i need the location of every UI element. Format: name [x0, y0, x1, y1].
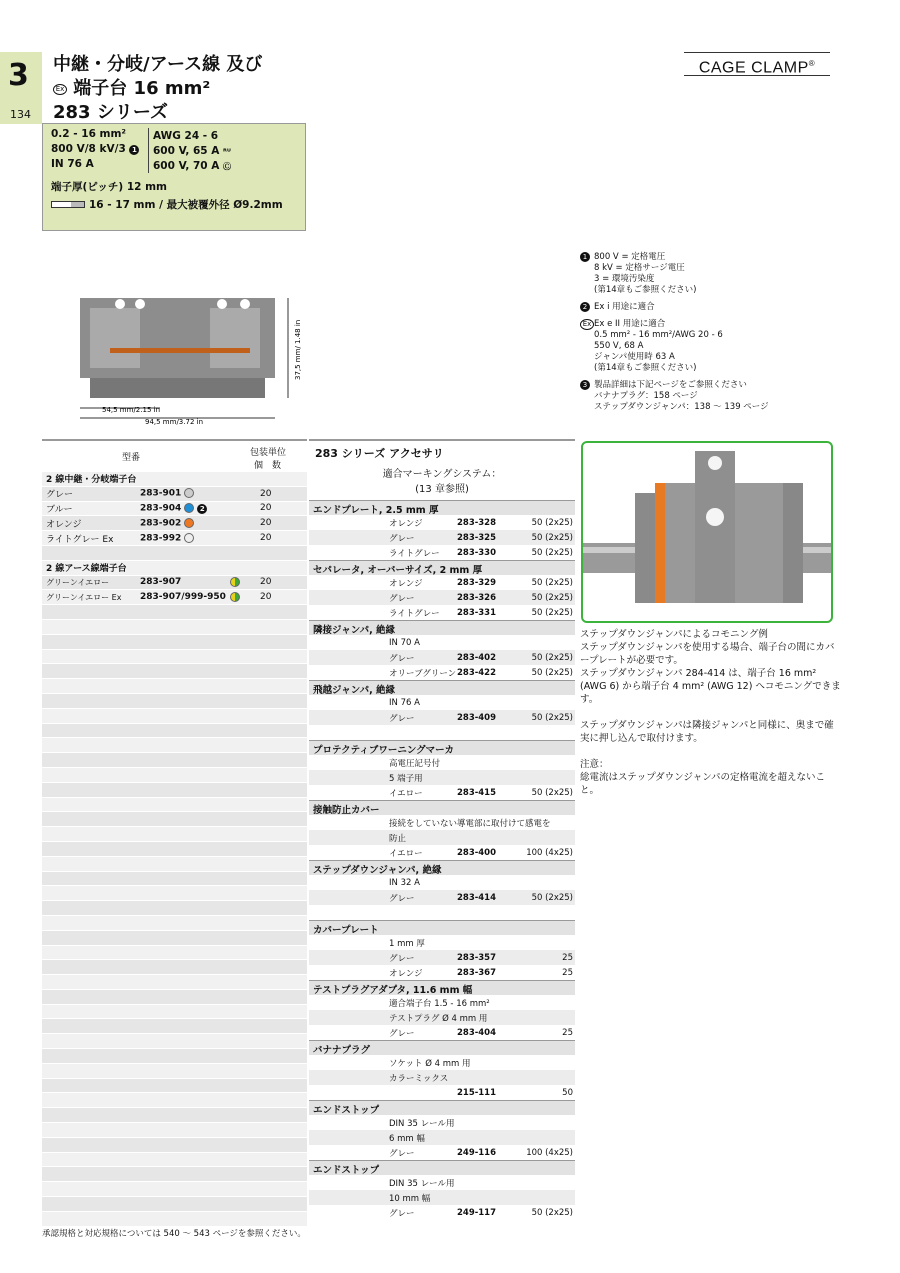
- acc-row: IN 76 A: [389, 697, 420, 708]
- acc-group-header: エンドストップ: [309, 1160, 575, 1175]
- acc-group-header: エンドストップ: [309, 1100, 575, 1115]
- table-row: オレンジ 283-902 20: [42, 516, 307, 531]
- table-row: [42, 1212, 307, 1227]
- width2-label: 94,5 mm/3.72 in: [145, 418, 203, 426]
- acc-row: オレンジ 283-328 50 (2x25): [389, 517, 573, 529]
- table-row: 2 線アース線端子台: [42, 561, 307, 576]
- table-row: ブルー 283-904 2 20: [42, 502, 307, 517]
- table-row: [42, 931, 307, 946]
- csa-icon: Ⓒ: [223, 161, 232, 171]
- color-swatch: [184, 533, 194, 543]
- table-row: [42, 664, 307, 679]
- table-row: [42, 753, 307, 768]
- acc-row: グレー 283-402 50 (2x25): [309, 650, 575, 665]
- table-row: [42, 635, 307, 650]
- color-swatch: [230, 577, 240, 587]
- table-row: [42, 1079, 307, 1094]
- table-row: [42, 857, 307, 872]
- table-row: [42, 620, 307, 635]
- acc-group-header: ステップダウンジャンパ, 絶縁: [309, 860, 575, 875]
- table-row: [42, 798, 307, 813]
- table-row: [42, 724, 307, 739]
- acc-row: グレー 283-414 50 (2x25): [309, 890, 575, 905]
- table-row: [42, 783, 307, 798]
- note-item: 3 製品詳細は下記ページをご参照ください バナナプラグ：158 ページ ステップダウンジャンパ：138 ～ 139 ページ: [580, 380, 880, 413]
- title-line3: 283 シリーズ: [53, 102, 168, 123]
- table-row: [42, 842, 307, 857]
- acc-row: テストプラグ Ø 4 mm 用: [309, 1010, 575, 1025]
- table-row: グリーンイエロー Ex 283-907/999-950 20: [42, 590, 307, 605]
- acc-title: 283 シリーズ アクセサリ: [309, 439, 575, 465]
- acc-row: 215-111 50: [457, 1087, 573, 1098]
- acc-group-header: プロテクティブワーニングマーカ: [309, 740, 575, 755]
- table-header: 型番 包装単位 個 数: [42, 439, 307, 472]
- table-row: [42, 768, 307, 783]
- title-line2: Ex 端子台 16 mm²: [53, 74, 210, 100]
- footer-note: 承認規格と対応規格については 540 ～ 543 ページを参照ください。: [42, 1229, 306, 1239]
- acc-row: グレー 283-325 50 (2x25): [309, 530, 575, 545]
- acc-row: グレー 249-116 100 (4x25): [389, 1147, 573, 1159]
- acc-row: グレー 283-409 50 (2x25): [309, 710, 575, 725]
- note-item: Ex Ex e II 用途に適合 0.5 mm² - 16 mm²/AWG 20 - 6 550 V, 68 A ジャンパ使用時 63 A (第14章もご参照ください): [580, 319, 880, 374]
- color-swatch: [184, 488, 194, 498]
- acc-row: イエロー 283-415 50 (2x25): [389, 787, 573, 799]
- table-row: [42, 694, 307, 709]
- table-row: [42, 650, 307, 665]
- table-row: [42, 901, 307, 916]
- table-row: [42, 1034, 307, 1049]
- color-swatch: [184, 518, 194, 528]
- acc-row: 1 mm 厚: [389, 938, 425, 949]
- note-item: 2 Ex i 用途に適合: [580, 302, 880, 313]
- note-item: 1 800 V = 定格電圧 8 kV = 定格サージ電圧 3 = 環境汚染度 (第14章もご参照ください): [580, 252, 880, 296]
- table-row: [42, 886, 307, 901]
- spec-box: 0.2 - 16 mm² AWG 24 - 6 800 V/8 kV/3 1 600 V, 65 A ᴿᵁ IN 76 A 600 V, 70 A Ⓒ 端子厚(ピッチ) 12 mm 16 - 17 mm / 最大被覆外径 Ø9.2mm: [42, 123, 306, 231]
- note-1-icon: 1: [129, 145, 139, 155]
- acc-row: イエロー 283-400 100 (4x25): [389, 847, 573, 859]
- table-row: [42, 1138, 307, 1153]
- table-row: 2 線中継・分岐端子台: [42, 472, 307, 487]
- table-row: [42, 738, 307, 753]
- acc-group-header: バナナプラグ: [309, 1040, 575, 1055]
- acc-row: オレンジ 283-367 25: [389, 967, 573, 979]
- table-row: [42, 1182, 307, 1197]
- table-row: [42, 946, 307, 961]
- acc-row: 6 mm 幅: [309, 1130, 575, 1145]
- note-2-icon: 2: [197, 504, 207, 514]
- photo-caption: ステップダウンジャンパによるコモニング例 ステップダウンジャンパを使用する場合、端子台の間にカバープレートが必要です。 ステップダウンジャンパ 284-414 は、端子台 16 mm² (AWG 6) から端子台 4 mm² (AWG 12) へコモニングできます。 ステップダウンジャンパは隣接ジャンパと同様に、奥まで確実に押し込んで取付けます。 注意： 総電流はステップダウンジャンパの定格電流を超えないこと。: [580, 629, 841, 796]
- table-row: [42, 1093, 307, 1108]
- table-row: [42, 916, 307, 931]
- acc-row: DIN 35 レール用: [389, 1118, 455, 1129]
- acc-group-header: カバープレート: [309, 920, 575, 935]
- acc-row: グレー 249-117 50 (2x25): [389, 1207, 573, 1219]
- table-row: [42, 1049, 307, 1064]
- width1-label: 54,5 mm/2.15 in: [102, 406, 160, 414]
- table-row: グレー 283-901 20: [42, 487, 307, 502]
- table-row: [42, 1064, 307, 1079]
- acc-row: グレー 283-404 25: [389, 1027, 573, 1039]
- accessory-table: 283 シリーズ アクセサリ 適合マーキングシステム： (13 章参照) エンドプレート, 2.5 mm 厚 オレンジ 283-328 50 (2x25) グレー 283-325 50 (2x25) ライトグレー 283-330 50 (2x25) セパレータ, オーバーサイズ, 2 mm 厚 オレンジ 283-329 50 (2x25) グレー 283-326 50 (2x25) ライトグレー 283-331 50 (2x25) 隣接ジャンパ, 絶縁 IN 70 A グレー 283-402 50 (2x25) オリーブグリーン 283-422 50 (2x25) 飛越ジャンパ, 絶縁 IN 76 A グレー 283-409 50 (2x25) プロテクティブワーニングマーカ 高電圧記号付 5 端子用 イエロー 283-415 50 (2x25) 接触防止カバー 接続をしていない導電部に取付けて感電を 防止 イエロー 283-400 100 (4x25) ステップダウンジャンパ, 絶縁 IN 32 A グレー 283-414 50 (2x25) カバープレート 1 mm 厚 グレー 283-357 25 オレンジ 283-367 25 テストプラグアダプタ, 11.6 mm 幅 適合端子台 1.5 - 16 mm² テストプラグ Ø 4 mm 用 グレー 283-404 25 バナナプラグ ソケット Ø 4 mm 用 カラーミックス 215-111 50 エンドストップ DIN 35 レール用 6 mm 幅 グレー 249-116 100 (4x25) エンドストップ DIN 35 レール用 10 mm 幅 グレー 249-117 50 (2x25): [309, 439, 575, 1220]
- acc-row: ライトグレー 283-331 50 (2x25): [389, 607, 573, 619]
- table-row: [42, 872, 307, 887]
- acc-row: IN 70 A: [389, 637, 420, 648]
- table-row: [42, 709, 307, 724]
- table-row: [42, 1108, 307, 1123]
- table-row: [42, 827, 307, 842]
- acc-group-header: 隣接ジャンパ, 絶縁: [309, 620, 575, 635]
- table-row: [42, 546, 307, 561]
- acc-row: カラーミックス: [309, 1070, 575, 1085]
- acc-group-header: エンドプレート, 2.5 mm 厚: [309, 500, 575, 515]
- table-row: [42, 975, 307, 990]
- title-line1: 中継・分岐/アース線 及び: [53, 54, 263, 75]
- note-1-icon: 1: [580, 252, 590, 262]
- acc-row: グレー 283-357 25: [309, 950, 575, 965]
- table-row: [42, 812, 307, 827]
- table-row: [42, 960, 307, 975]
- note-2-icon: 2: [580, 302, 590, 312]
- acc-group-header: セパレータ, オーバーサイズ, 2 mm 厚: [309, 560, 575, 575]
- table-row: [42, 679, 307, 694]
- acc-row: 10 mm 幅: [309, 1190, 575, 1205]
- height-label: 37,5 mm/ 1.48 in: [294, 319, 302, 380]
- acc-row: IN 32 A: [389, 877, 420, 888]
- color-swatch: [184, 503, 194, 513]
- table-row: [42, 605, 307, 620]
- note-3-icon: 3: [580, 380, 590, 390]
- table-row: [42, 1019, 307, 1034]
- table-row: [42, 990, 307, 1005]
- table-row: [42, 1123, 307, 1138]
- acc-row: 高電圧記号付: [389, 758, 441, 769]
- acc-row: 適合端子台 1.5 - 16 mm²: [389, 998, 490, 1009]
- acc-group-header: テストプラグアダプタ, 11.6 mm 幅: [309, 980, 575, 995]
- acc-row: ライトグレー 283-330 50 (2x25): [389, 547, 573, 559]
- acc-row: オリーブグリーン 283-422 50 (2x25): [389, 667, 573, 679]
- table-row: [42, 1167, 307, 1182]
- acc-row: 5 端子用: [309, 770, 575, 785]
- terminal-drawing: [50, 290, 310, 430]
- page-number: 134: [10, 108, 31, 121]
- acc-row: 防止: [309, 830, 575, 845]
- strip-length-icon: [51, 201, 85, 208]
- product-photo: [581, 441, 833, 623]
- table-row: グリーンイエロー 283-907 20: [42, 576, 307, 591]
- color-swatch: [230, 592, 240, 602]
- table-row: [42, 1005, 307, 1020]
- product-table: [42, 439, 307, 1224]
- table-row: [42, 1197, 307, 1212]
- acc-row: ソケット Ø 4 mm 用: [389, 1058, 471, 1069]
- acc-row: 接続をしていない導電部に取付けて感電を: [389, 818, 551, 829]
- acc-group-header: 飛越ジャンパ, 絶縁: [309, 680, 575, 695]
- ex-icon: Ex: [580, 319, 594, 330]
- ul-icon: ᴿᵁ: [223, 146, 232, 156]
- ex-icon: Ex: [53, 84, 67, 95]
- chapter-number: 3: [8, 58, 29, 93]
- acc-group-header: 接触防止カバー: [309, 800, 575, 815]
- acc-row: DIN 35 レール用: [389, 1178, 455, 1189]
- acc-row: オレンジ 283-329 50 (2x25): [389, 577, 573, 589]
- acc-row: グレー 283-326 50 (2x25): [309, 590, 575, 605]
- table-row: [42, 1153, 307, 1168]
- table-row: ライトグレー Ex 283-992 20: [42, 531, 307, 546]
- notes-list: [580, 252, 880, 419]
- cage-clamp-logo: CAGE CLAMP®: [684, 52, 830, 76]
